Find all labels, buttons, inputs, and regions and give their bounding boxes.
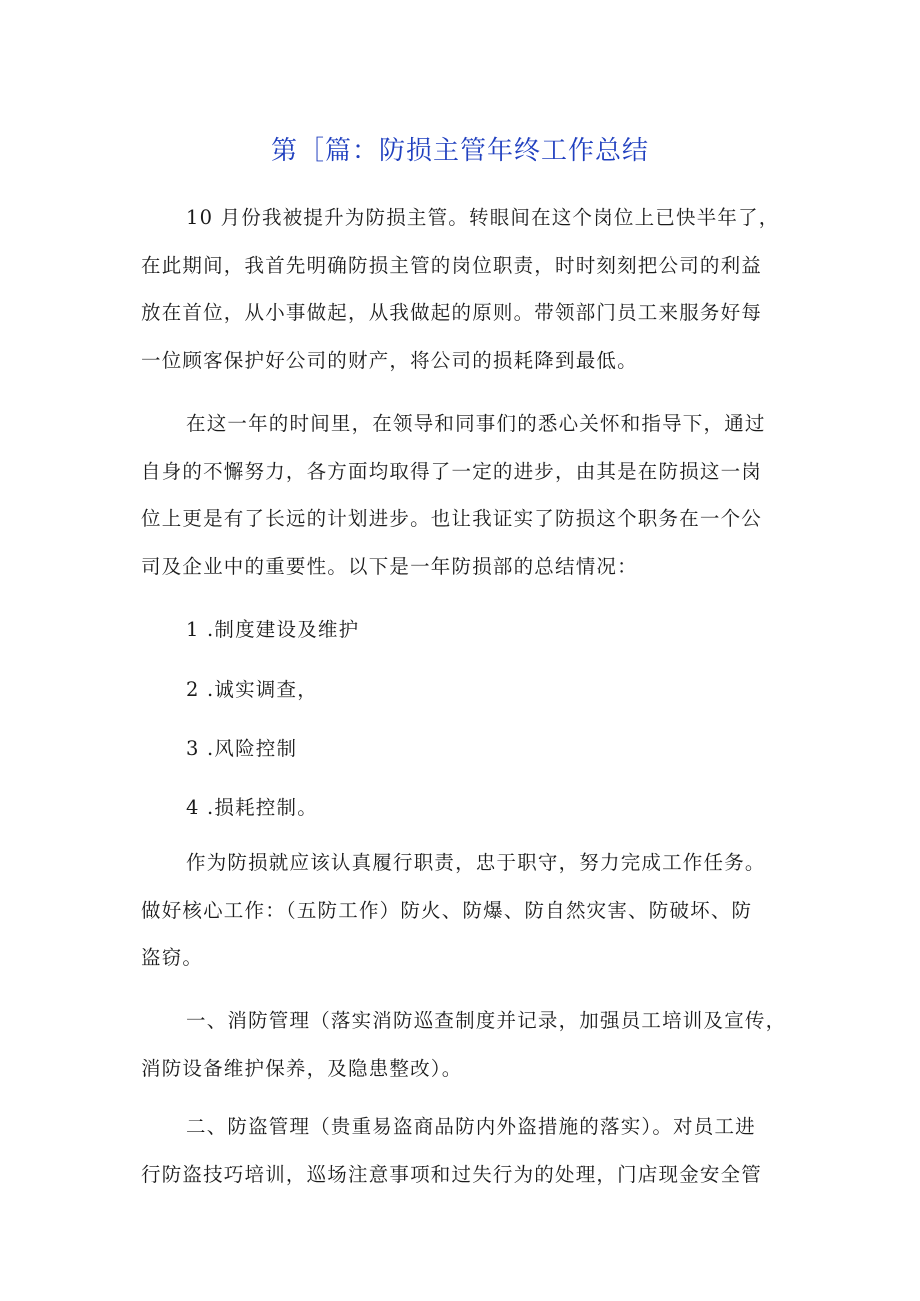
paragraph-theft-management (141, 1103, 801, 1198)
paragraph-line: 司及企业中的重要性。以下是一年防损部的总结情况： (141, 554, 638, 578)
list-item: 1 .制度建设及维护 (186, 618, 360, 641)
paragraph-line: 作为防损就应该认真履行职责，忠于职守，努力完成工作任务。 (186, 851, 766, 874)
document-title: 第［篇：防损主管年终工作总结 (270, 136, 649, 166)
paragraph-line: 消防设备维护保养，及隐患整改）。 (141, 1056, 463, 1080)
paragraph-line: 在这一年的时间里，在领导和同事们的悉心关怀和指导下，通过 (186, 412, 766, 435)
paragraph-core-duties (141, 839, 801, 982)
paragraph-line: 二、防盗管理（贵重易盗商品防内外盗措施的落实）。对员工进 (186, 1115, 756, 1138)
paragraph-line: 做好核心工作：（五防工作）防火、防爆、防自然灾害、防破坏、防 (141, 898, 753, 922)
paragraph-line: 自身的不懈努力，各方面均取得了一定的进步，由其是在防损这一岗 (141, 459, 763, 483)
paragraph-intro (141, 194, 801, 384)
paragraph-line: 10 月份我被提升为防损主管。转眼间在这个岗位上已快半年了， (186, 206, 780, 229)
paragraph-line: 一位顾客保护好公司的财产，将公司的损耗降到最低。 (141, 348, 638, 372)
list-item: 3 .风险控制 (186, 737, 298, 760)
paragraph-fire-management (141, 997, 801, 1092)
list-item: 4 .损耗控制。 (186, 796, 318, 819)
paragraph-year-review (141, 400, 801, 590)
list-item: 2 .诚实调查， (186, 678, 318, 701)
paragraph-line: 在此期间，我首先明确防损主管的岗位职责，时时刻刻把公司的利益 (141, 253, 763, 277)
paragraph-line: 位上更是有了长远的计划进步。也让我证实了防损这个职务在一个公 (141, 507, 763, 530)
paragraph-line: 盗窃。 (141, 946, 204, 969)
paragraph-line: 行防盗技巧培训，巡场注意事项和过失行为的处理，门店现金安全管 (141, 1162, 763, 1186)
paragraph-line: 一、消防管理（落实消防巡查制度并记录，加强员工培训及宣传， (186, 1009, 787, 1032)
paragraph-line: 放在首位，从小事做起，从我做起的原则。带领部门员工来服务好每 (141, 301, 763, 324)
